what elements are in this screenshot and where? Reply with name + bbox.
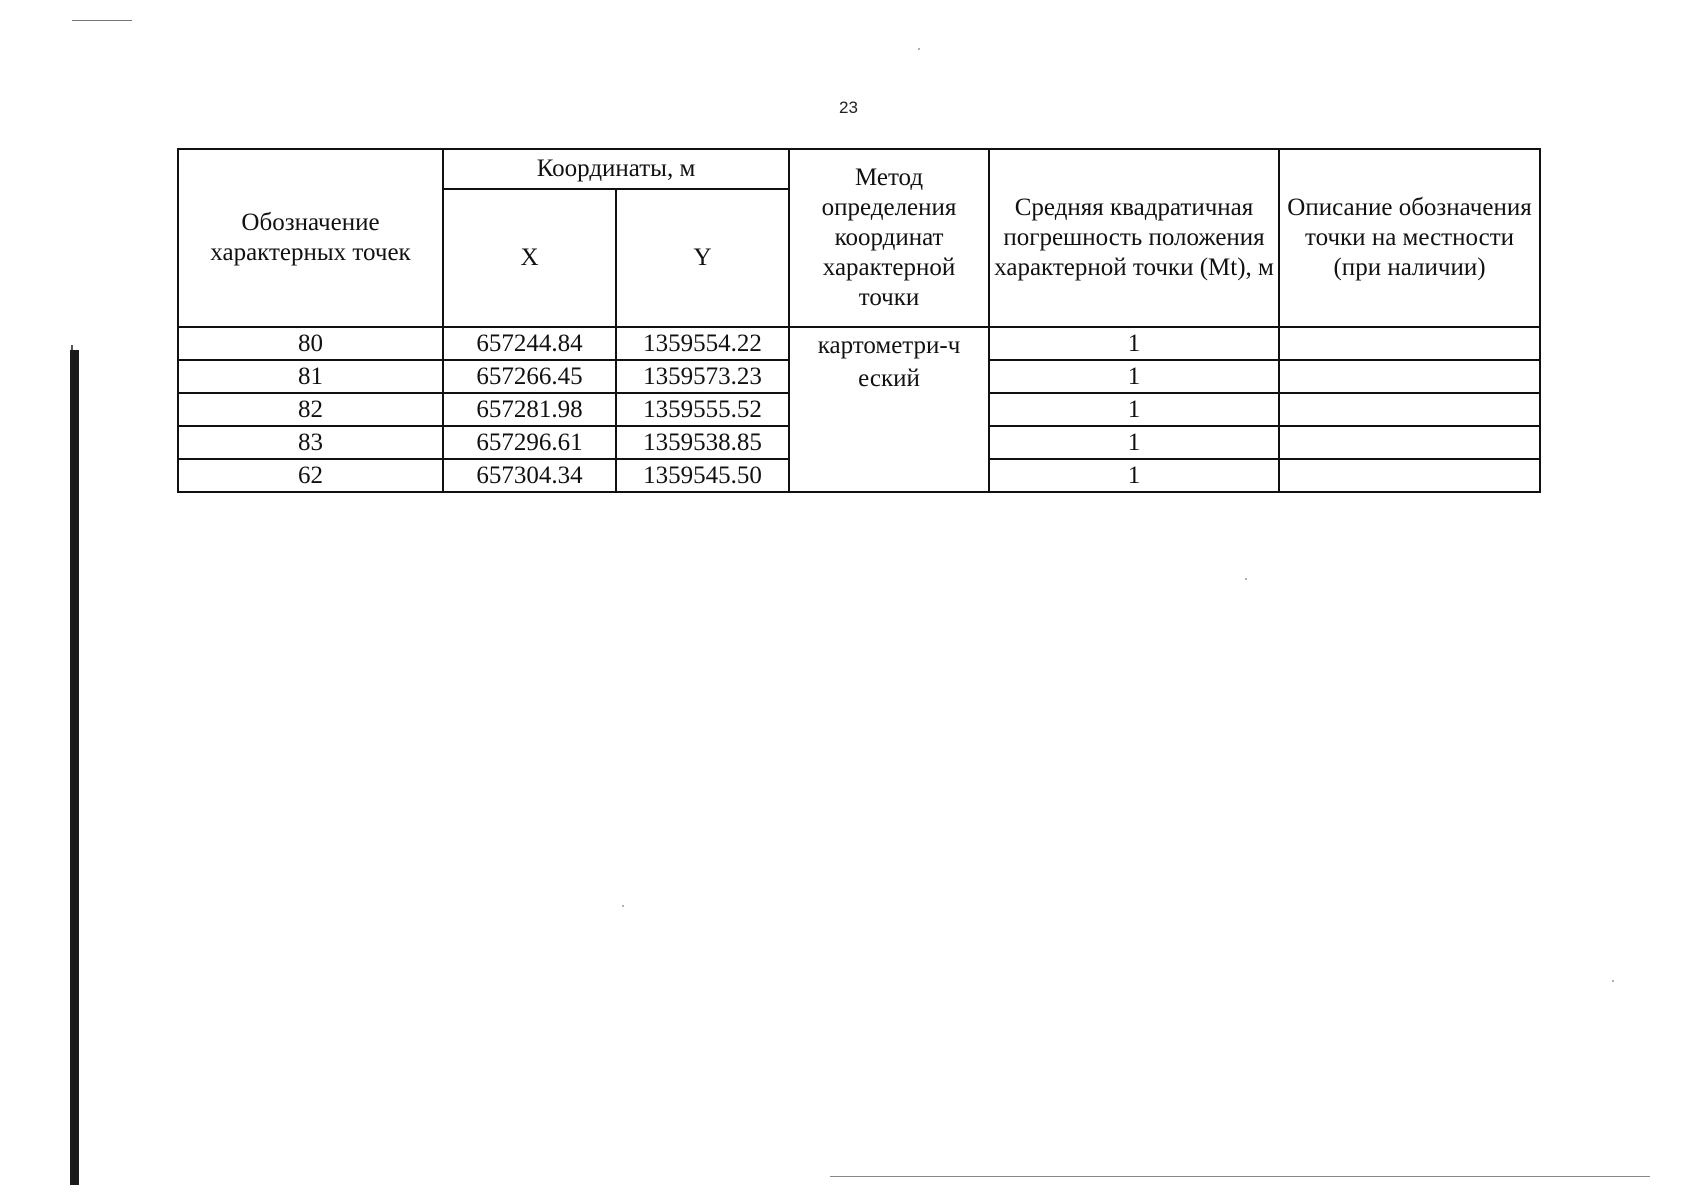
cell-description	[1279, 459, 1540, 492]
cell-point: 83	[178, 426, 443, 459]
scan-dust	[918, 48, 920, 50]
cell-point: 80	[178, 327, 443, 360]
cell-mt: 1	[989, 360, 1279, 393]
header-coordinates: Координаты, м	[443, 149, 789, 189]
table-row	[178, 327, 1540, 360]
cell-x: 657281.98	[443, 393, 616, 426]
cell-mt: 1	[989, 459, 1279, 492]
cell-mt: 1	[989, 426, 1279, 459]
header-method: Метод определения координат характерной точки	[789, 149, 989, 327]
cell-method	[789, 327, 989, 492]
scan-dust	[1245, 578, 1247, 580]
cell-y: 1359555.52	[616, 393, 789, 426]
header-x: X	[443, 189, 616, 327]
header-row-1	[178, 149, 1540, 189]
header-y: Y	[616, 189, 789, 327]
cell-y: 1359538.85	[616, 426, 789, 459]
cell-description	[1279, 393, 1540, 426]
scan-dust	[622, 905, 624, 907]
cell-description	[1279, 360, 1540, 393]
header-description: Описание обозначения точки на местности (при наличии)	[1279, 149, 1540, 327]
method-text: картометри-ческий	[817, 332, 961, 392]
header-mean-error: Средняя квадратичная погрешность положения характерной точки (Mt), м	[989, 149, 1279, 327]
cell-point: 82	[178, 393, 443, 426]
scan-artifact-left-bar	[70, 350, 79, 1185]
cell-mt: 1	[989, 393, 1279, 426]
cell-y: 1359573.23	[616, 360, 789, 393]
cell-y: 1359545.50	[616, 459, 789, 492]
page-number: 23	[839, 98, 858, 117]
cell-description	[1279, 426, 1540, 459]
scan-artifact-bottom-line	[830, 1176, 1650, 1177]
cell-x: 657244.84	[443, 327, 616, 360]
cell-x: 657304.34	[443, 459, 616, 492]
cell-mt: 1	[989, 327, 1279, 360]
coordinates-table	[177, 148, 1541, 493]
header-point-designation: Обозначение характерных точек	[178, 149, 443, 327]
cell-x: 657266.45	[443, 360, 616, 393]
cell-x: 657296.61	[443, 426, 616, 459]
scan-dust	[1612, 980, 1614, 982]
cell-description	[1279, 327, 1540, 360]
cell-y: 1359554.22	[616, 327, 789, 360]
cell-point: 81	[178, 360, 443, 393]
cell-point: 62	[178, 459, 443, 492]
scan-artifact-top-line	[72, 20, 132, 21]
